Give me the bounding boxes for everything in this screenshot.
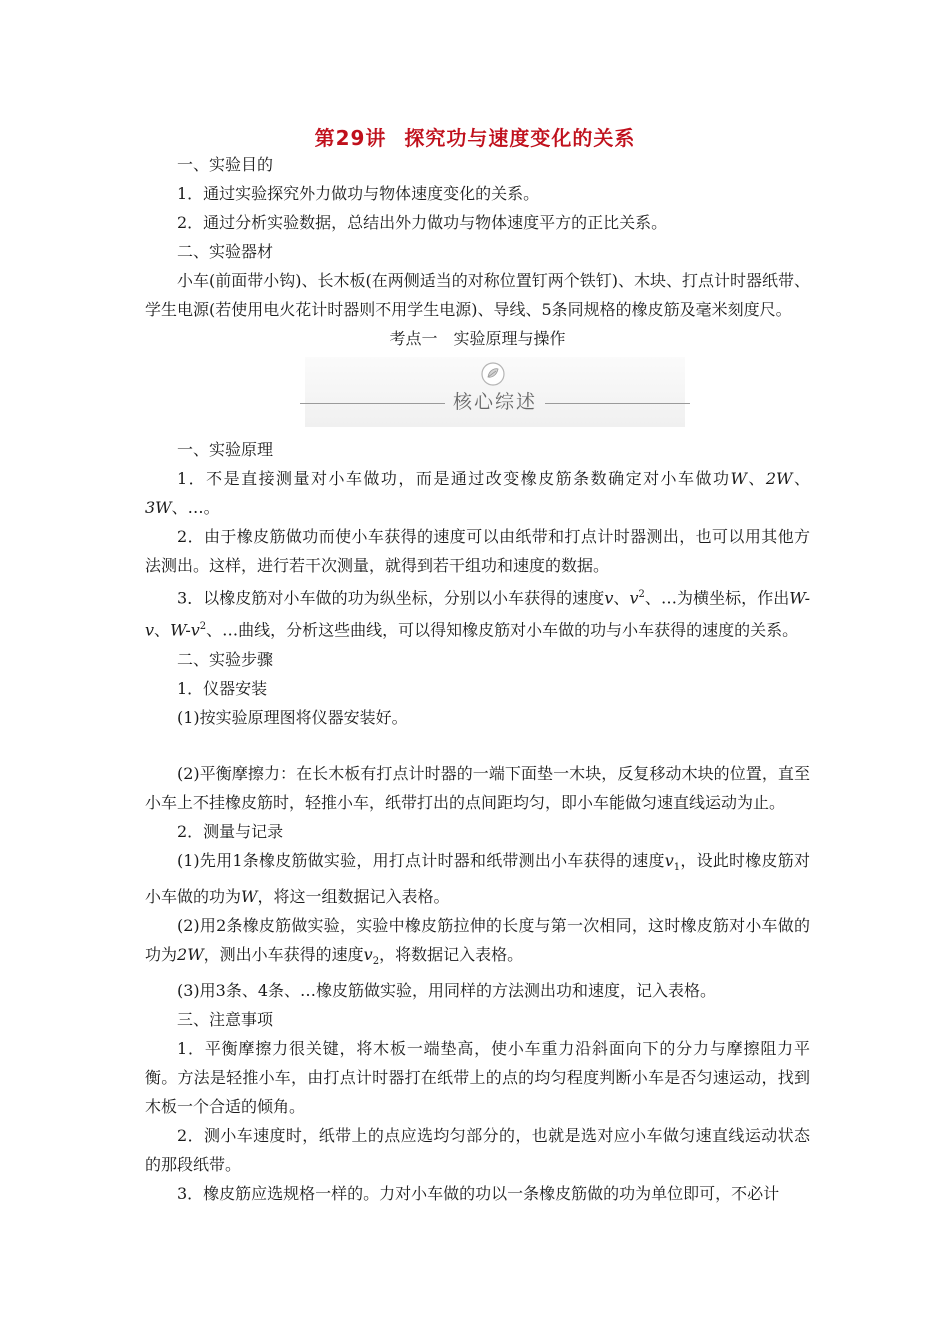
install-step-1: (1)按实验原理图将仪器安装好。 xyxy=(177,707,408,727)
measure-heading: 2．测量与记录 xyxy=(177,821,284,841)
measure-step-2: (2)用2条橡皮筋做实验，实验中橡皮筋拉伸的长度与第一次相同，这时橡皮筋对小车做的功为2W，测出小车获得的速度$v_2$，将数据记入表格。 xyxy=(145,915,810,968)
principle-heading: 一、实验原理 xyxy=(177,440,274,459)
install-step-2: (2)平衡摩擦力：在长木板有打点计时器的一端下面垫一木块，反复移动木块的位置，直至小车上不挂橡皮筋时，轻推小车，纸带打出的点间距均匀，即小车能做匀速直线运动为止。 xyxy=(145,763,810,812)
equipment-heading: 二、实验器材 xyxy=(177,242,274,261)
banner-divider-left xyxy=(300,403,445,404)
measure-step-3: (3)用3条、4条、…橡皮筋做实验，用同样的方法测出功和速度，记入表格。 xyxy=(177,981,717,1001)
principle-item-3: 3．以橡皮筋对小车做的功为纵坐标，分别以小车获得的速度v、$v^2$、…为横坐标，作出W-v、$W-v^2$、…曲线，分析这些曲线，可以得知橡皮筋对小车做的功与小车获得的速度的关系。 xyxy=(145,588,810,640)
lecture-topic: 探究功与速度变化的关系 xyxy=(404,126,636,150)
core-summary-label: 核心综述 xyxy=(452,391,537,413)
note-3: 3．橡皮筋应选规格一样的。力对小车做的功以一条橡皮筋做的功为单位即可，不必计 xyxy=(177,1184,780,1204)
core-summary-banner xyxy=(145,357,810,429)
section-title: 考点一 实验原理与操作 xyxy=(389,329,566,348)
leaf-badge-icon xyxy=(480,361,506,387)
purpose-item-1: 1．通过实验探究外力做功与物体速度变化的关系。 xyxy=(177,184,540,203)
banner-divider-right xyxy=(545,403,690,404)
page-title xyxy=(0,122,950,151)
principle-item-2: 2．由于橡皮筋做功而使小车获得的速度可以由纸带和打点计时器测出，也可以用其他方法测出。这样，进行若干次测量，就得到若干组功和速度的数据。 xyxy=(145,527,810,575)
steps-heading: 二、实验步骤 xyxy=(177,649,274,669)
notes-heading: 三、注意事项 xyxy=(177,1010,274,1030)
principle-item-1: 1．不是直接测量对小车做功，而是通过改变橡皮筋条数确定对小车做功W、2W、3W、…。 xyxy=(145,469,810,517)
measure-step-1: (1)先用1条橡皮筋做实验，用打点计时器和纸带测出小车获得的速度$v_1$，设此时橡皮筋对小车做的功为W，将这一组数据记入表格。 xyxy=(145,850,810,906)
lecture-number: 第29讲 xyxy=(314,126,387,150)
equipment-text: 小车(前面带小钩)、长木板(在两侧适当的对称位置钉两个铁钉)、木块、打点计时器纸带、学生电源(若使用电火花计时器则不用学生电源)、导线、5条同规格的橡皮筋及毫米刻度尺。 xyxy=(145,271,810,319)
install-heading: 1．仪器安装 xyxy=(177,678,268,698)
note-2: 2．测小车速度时，纸带上的点应选均匀部分的，也就是选对应小车做匀速直线运动状态的那段纸带。 xyxy=(145,1126,810,1175)
purpose-heading: 一、实验目的 xyxy=(177,155,274,174)
document-body xyxy=(145,150,810,1208)
purpose-item-2: 2．通过分析实验数据，总结出外力做功与物体速度平方的正比关系。 xyxy=(177,213,668,232)
note-1: 1．平衡摩擦力很关键，将木板一端垫高，使小车重力沿斜面向下的分力与摩擦阻力平衡。方法是轻推小车，由打点计时器打在纸带上的点的均匀程度判断小车是否匀速运动，找到木板一个合适的倾角。 xyxy=(145,1039,810,1117)
